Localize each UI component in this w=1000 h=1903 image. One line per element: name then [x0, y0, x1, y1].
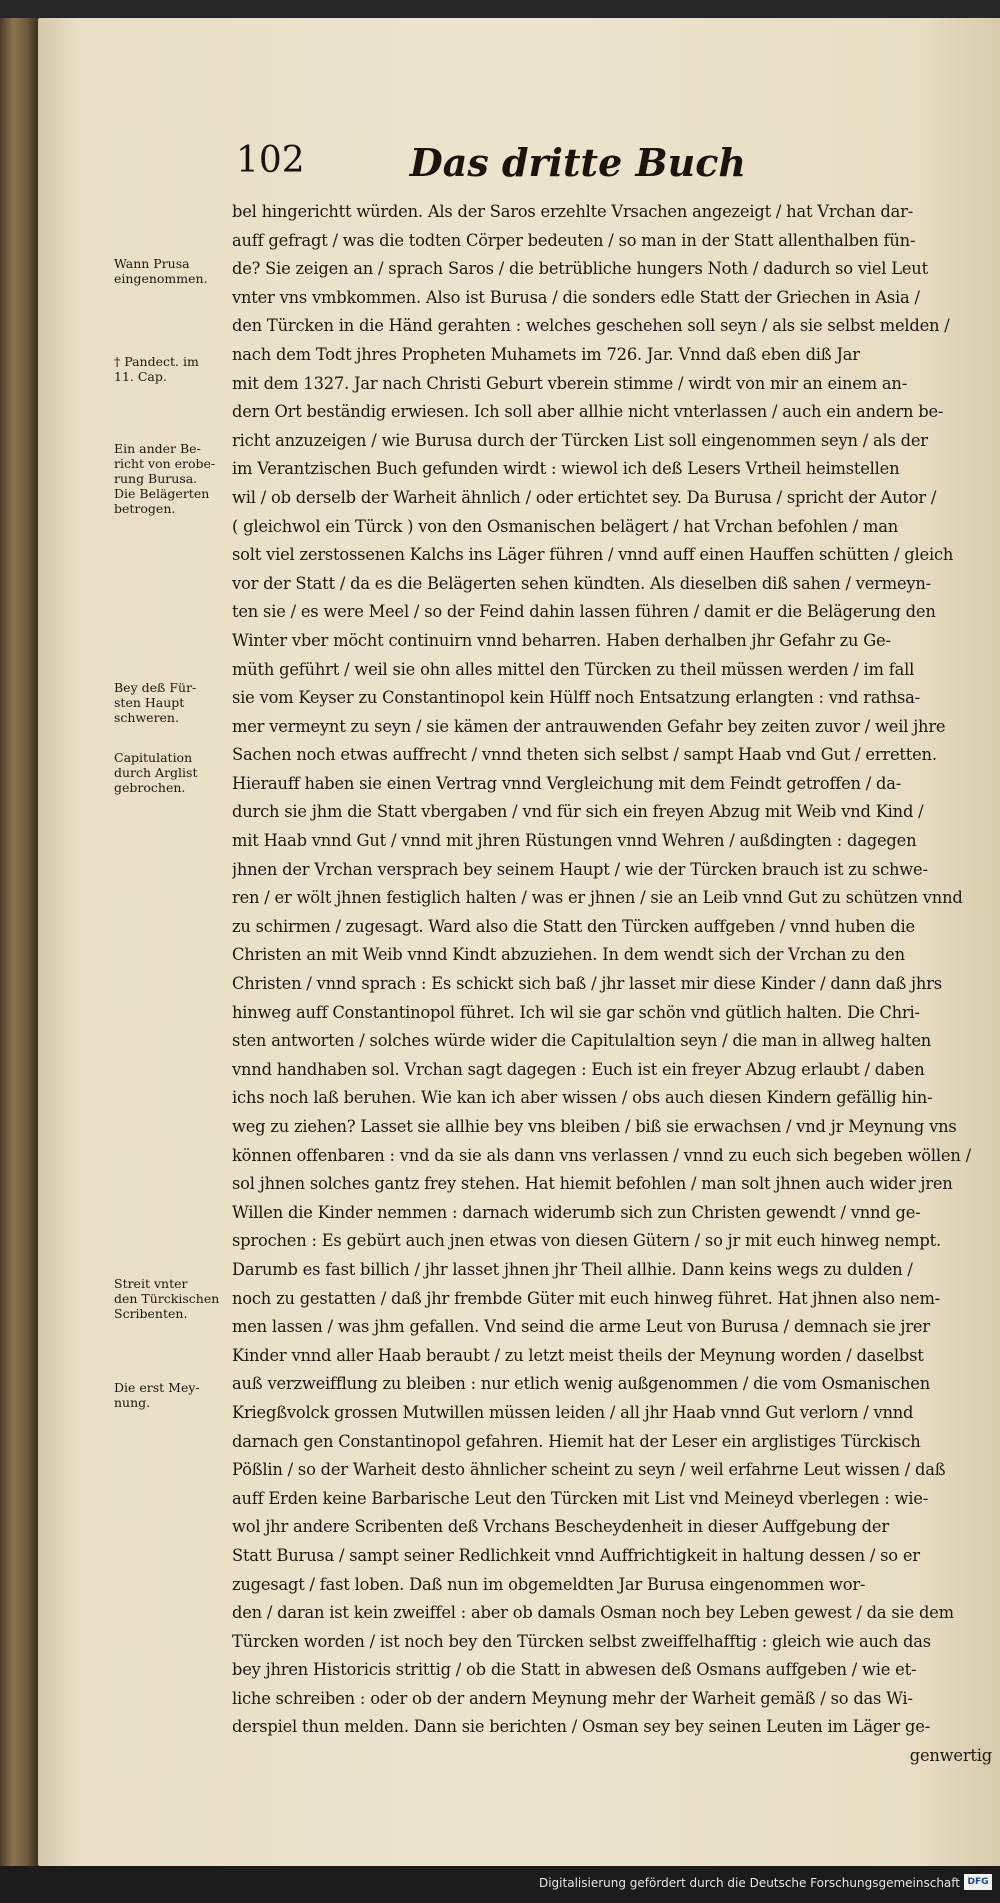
- digitization-credit: Digitalisierung gefördert durch die Deutsche Forschungsgemeinschaft: [538, 1876, 960, 1890]
- text-line: ( gleichwol ein Türck ) von den Osmanischen belägert / hat Vrchan befohlen / man: [232, 516, 899, 536]
- marginal-note-line: durch Arglist: [114, 765, 198, 780]
- text-line: Winter vber möcht continuirn vnnd beharren. Haben derhalben jhr Gefahr zu Ge-: [232, 630, 891, 650]
- text-line: können offenbaren : vnd da sie als dann vns verlassen / vnnd zu euch sich begeben wöllen /: [232, 1145, 971, 1165]
- text-line: ten sie / es were Meel / so der Feind dahin lassen führen / damit er die Belägerung den: [232, 602, 936, 622]
- marginal-note-line: nung.: [114, 1395, 151, 1410]
- marginal-note-line: 11. Cap.: [114, 369, 167, 384]
- text-line: wol jhr andere Scribenten deß Vrchans Bescheydenheit in dieser Auffgebung der: [232, 1517, 889, 1537]
- marginal-note-line: den Türckischen: [114, 1291, 220, 1306]
- text-line: bey jhren Historicis strittig / ob die Statt in abwesen deß Osmans auffgeben / wie et-: [232, 1660, 917, 1680]
- text-line: jhnen der Vrchan versprach bey seinem Haupt / wie der Türcken brauch ist zu schwe-: [232, 859, 928, 879]
- text-line: zugesagt / fast loben. Daß nun im obgemeldten Jar Burusa eingenommen wor-: [232, 1574, 866, 1594]
- text-line: vnnd handhaben sol. Vrchan sagt dagegen : Euch ist ein freyer Abzug erlaubt / daben: [232, 1059, 925, 1079]
- text-line: auß verzweifflung zu bleiben : nur etlich wenig außgenommen / die vom Osmanischen: [232, 1374, 931, 1394]
- marginal-note-line: eingenommen.: [114, 271, 208, 286]
- text-line: mer vermeynt zu seyn / sie kämen der antrauwenden Gefahr bey zeiten zuvor / weil jhre: [232, 716, 946, 736]
- text-line: Kinder vnnd aller Haab beraubt / zu letzt meist theils der Meynung worden / daselbst: [232, 1345, 924, 1365]
- text-line: mit Haab vnnd Gut / vnnd mit jhren Rüstungen vnnd Wehren / außdingten : dagegen: [232, 831, 917, 851]
- text-line: auff Erden keine Barbarische Leut den Türcken mit List vnd Meineyd vberlegen : wie-: [232, 1488, 929, 1508]
- text-line: darnach gen Constantinopol gefahren. Hiemit hat der Leser ein arglistiges Türckisch: [232, 1431, 921, 1451]
- text-line: Christen / vnnd sprach : Es schickt sich baß / jhr lasset mir diese Kinder / dann daß jhrs: [232, 974, 942, 994]
- marginal-note-line: sten Haupt: [114, 695, 185, 710]
- text-line: derspiel thun melden. Dann sie berichten / Osman sey bey seinen Leuten im Läger ge-: [232, 1717, 930, 1737]
- text-line: Kriegßvolck grossen Mutwillen müssen leiden / all jhr Haab vnnd Gut verlorn / vnnd: [232, 1402, 914, 1422]
- text-line: mit dem 1327. Jar nach Christi Geburt vberein stimme / wirdt von mir an einem an-: [232, 373, 908, 393]
- text-line: dern Ort beständig erwiesen. Ich soll aber allhie nicht vnterlassen / auch ein andern be-: [232, 402, 944, 422]
- text-line: noch zu gestatten / daß jhr frembde Güter mit euch hinweg führet. Hat jhnen also nem-: [232, 1288, 941, 1308]
- text-line: weg zu ziehen? Lasset sie allhie bey vns bleiben / biß sie erwachsen / vnd jr Meynung vns: [232, 1117, 957, 1136]
- text-line: Darumb es fast billich / jhr lasset jhnen jhr Theil allhie. Dann keins wegs zu dulden /: [232, 1259, 913, 1279]
- text-line: vor der Statt / da es die Belägerten sehen kündten. Als dieselben diß sahen / vermeyn-: [232, 573, 931, 593]
- page-number: 102: [236, 140, 305, 181]
- text-line: Sachen noch etwas auffrecht / vnnd theten sich selbst / sampt Haab vnd Gut / erretten.: [232, 745, 937, 765]
- marginal-note-line: richt von erobe-: [114, 456, 216, 471]
- text-line: im Verantzischen Buch gefunden wirdt : wiewol ich deß Lesers Vrtheil heimstellen: [232, 459, 900, 479]
- running-head: [236, 140, 746, 190]
- marginal-note-line: Wann Prusa: [114, 256, 190, 271]
- text-line: bel hingerichtt würden. Als der Saros erzehlte Vrsachen angezeigt / hat Vrchan dar-: [232, 202, 914, 221]
- text-line: sol jhnen solches gantz frey stehen. Hat hiemit befohlen / man solt jhnen auch wider jren: [232, 1174, 953, 1194]
- text-line: Statt Burusa / sampt seiner Redlichkeit vnnd Auffrichtigkeit in haltung dessen / so er: [232, 1545, 920, 1565]
- marginal-note-line: Bey deß Für-: [114, 680, 197, 695]
- marginal-note-line: Streit vnter: [114, 1276, 188, 1291]
- text-line: den / daran ist kein zweiffel : aber ob damals Osman noch bey Leben gewest / da sie dem: [232, 1603, 954, 1623]
- text-line: Türcken worden / ist noch bey den Türcken selbst zweiffelhafftig : gleich wie auch das: [232, 1631, 931, 1651]
- text-line: vnter vns vmbkommen. Also ist Burusa / die sonders edle Statt der Griechen in Asia /: [232, 287, 920, 307]
- text-line: ren / er wölt jhnen festiglich halten / was er jhnen / sie an Leib vnnd Gut zu schützen vnnd: [232, 888, 963, 908]
- text-line: Hierauff haben sie einen Vertrag vnnd Vergleichung mit dem Feindt getroffen / da-: [232, 773, 902, 793]
- marginal-note: [114, 1276, 232, 1321]
- text-line: sten antworten / solches würde wider die Capitulaltion seyn / die man in allweg halten: [232, 1031, 932, 1051]
- text-line: den Türcken in die Händ gerahten : welches geschehen soll seyn / als sie selbst melden /: [232, 316, 950, 336]
- body-text: [232, 198, 992, 1771]
- marginal-note-line: Die Belägerten: [114, 486, 210, 501]
- marginal-note: [114, 750, 232, 795]
- text-line: sprochen : Es gebürt auch jnen etwas von diesen Gütern / so jr mit euch hinweg nempt.: [232, 1231, 941, 1251]
- text-line: men lassen / was jhm gefallen. Vnd seind die arme Leut von Burusa / demnach sie jrer: [232, 1317, 930, 1337]
- marginal-note: [114, 256, 232, 286]
- marginal-note-line: Ein ander Be-: [114, 441, 201, 456]
- text-line: wil / ob derselb der Warheit ähnlich / oder ertichtet sey. Da Burusa / spricht der Autor /: [232, 487, 937, 507]
- text-line: zu schirmen / zugesagt. Ward also die Statt den Türcken auffgeben / vnnd huben die: [232, 916, 915, 936]
- text-line: liche schreiben : oder ob der andern Meynung mehr der Warheit gemäß / so das Wi-: [232, 1688, 913, 1708]
- text-line: durch sie jhm die Statt vbergaben / vnd für sich ein freyen Abzug mit Weib vnd Kind /: [232, 802, 924, 822]
- marginal-note-line: Capitulation: [114, 750, 193, 765]
- book-title: Das dritte Buch: [409, 140, 746, 185]
- text-line: Pößlin / so der Warheit desto ähnlicher scheint zu seyn / weil erfahrne Leut wissen / daß: [232, 1460, 946, 1480]
- catchword: genwertig: [909, 1746, 992, 1766]
- marginal-note-line: † Pandect. im: [114, 354, 199, 369]
- text-line: nach dem Todt jhres Propheten Muhamets im 726. Jar. Vnnd daß eben diß Jar: [232, 344, 860, 364]
- marginal-note: [114, 354, 232, 384]
- text-line: auff gefragt / was die todten Cörper bedeuten / so man in der Statt allenthalben fün-: [232, 230, 916, 250]
- text-line: Christen an mit Weib vnnd Kindt abzuziehen. In dem wendt sich der Vrchan zu den: [232, 945, 905, 965]
- marginal-note-line: schweren.: [114, 710, 179, 725]
- marginal-note: [114, 441, 232, 516]
- text-line: solt viel zerstossenen Kalchs ins Läger führen / vnnd auff einen Hauffen schütten / gleich: [232, 545, 954, 565]
- marginal-note-line: Die erst Mey-: [114, 1380, 200, 1395]
- book-page-edges: [0, 18, 38, 1903]
- text-line: hinweg auff Constantinopol führet. Ich wil sie gar schön vnd gütlich halten. Die Chri-: [232, 1002, 920, 1022]
- marginal-note-line: betrogen.: [114, 501, 176, 516]
- text-line: ichs noch laß beruhen. Wie kan ich aber wissen / obs auch diesen Kindern gefällig hin-: [232, 1088, 933, 1108]
- text-line: richt anzuzeigen / wie Burusa durch der Türcken List soll eingenommen seyn / als der: [232, 430, 928, 450]
- marginal-note-line: Scribenten.: [114, 1306, 188, 1321]
- text-line: de? Sie zeigen an / sprach Saros / die betrübliche hungers Noth / dadurch so viel Leut: [232, 259, 928, 279]
- marginal-note-line: rung Burusa.: [114, 471, 198, 486]
- marginal-note-line: gebrochen.: [114, 780, 186, 795]
- text-line: sie vom Keyser zu Constantinopol kein Hülff noch Entsatzung erlangten : vnd rathsa-: [232, 688, 920, 708]
- text-line: Willen die Kinder nemmen : darnach widerumb sich zun Christen gewendt / vnnd ge-: [232, 1202, 921, 1222]
- text-line: müth geführt / weil sie ohn alles mittel den Türcken zu theil müssen werden / im fall: [232, 659, 915, 679]
- marginal-note: [114, 1380, 232, 1410]
- marginal-note: [114, 680, 232, 725]
- dfg-logo: DFG: [964, 1874, 992, 1890]
